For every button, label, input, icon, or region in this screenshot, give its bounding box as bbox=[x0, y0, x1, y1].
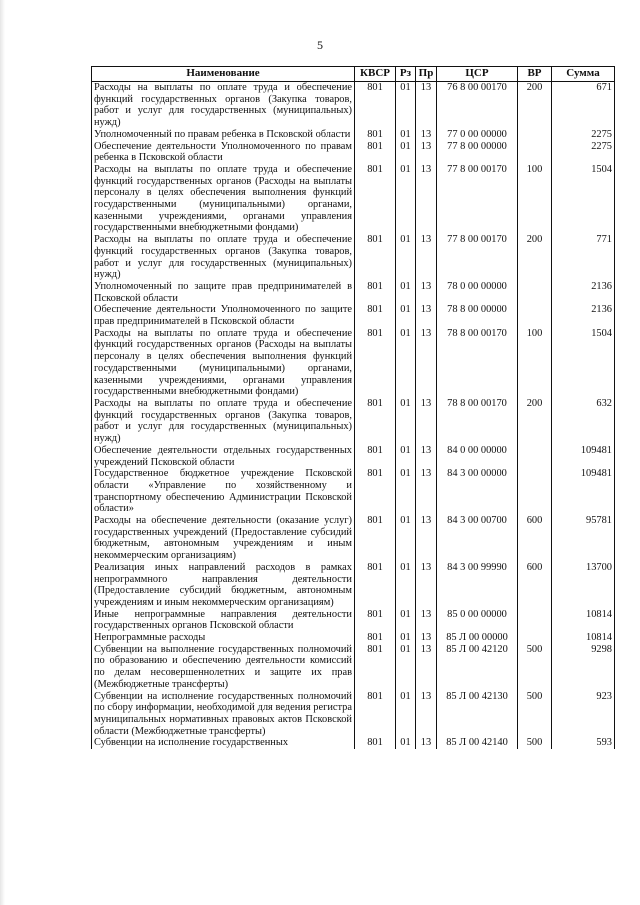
cell-vr bbox=[518, 141, 552, 164]
cell-kvsr: 801 bbox=[355, 141, 396, 164]
cell-vr: 200 bbox=[518, 234, 552, 281]
cell-rz: 01 bbox=[396, 141, 416, 164]
cell-pr: 13 bbox=[416, 398, 437, 445]
cell-vr: 100 bbox=[518, 328, 552, 398]
cell-name: Субвенции на исполнение государственных полномочий по сбору информации, необходимой для ведения регистра муниципальных нормативных правовых актов Псковской области (Межбюджетные трансферты) bbox=[92, 691, 355, 738]
cell-csr: 77 8 00 00000 bbox=[437, 141, 518, 164]
cell-name: Расходы на выплаты по оплате труда и обеспечение функций государственных органов (Расходы на выплаты персоналу в целях обеспечения выполнения функций государственными (муниципальными) органами, казенными учреждениями, органами управления государственными внебюджетными фондами) bbox=[92, 328, 355, 398]
table-row bbox=[92, 164, 615, 234]
cell-kvsr: 801 bbox=[355, 609, 396, 632]
cell-pr: 13 bbox=[416, 632, 437, 644]
cell-vr: 200 bbox=[518, 82, 552, 129]
header-rz: Рз bbox=[396, 67, 416, 82]
cell-vr: 500 bbox=[518, 691, 552, 738]
cell-name: Расходы на выплаты по оплате труда и обеспечение функций государственных органов (Закупка товаров, работ и услуг для государственных (муниципальных) нужд) bbox=[92, 82, 355, 129]
cell-vr: 600 bbox=[518, 562, 552, 609]
cell-rz: 01 bbox=[396, 281, 416, 304]
cell-rz: 01 bbox=[396, 737, 416, 749]
cell-rz: 01 bbox=[396, 445, 416, 468]
cell-rz: 01 bbox=[396, 515, 416, 562]
table-row bbox=[92, 234, 615, 281]
cell-csr: 85 Л 00 42140 bbox=[437, 737, 518, 749]
cell-name: Расходы на выплаты по оплате труда и обеспечение функций государственных органов (Расходы на выплаты персоналу в целях обеспечения выполнения функций государственными (муниципальными) органами, казенными учреждениями, органами управления государственными внебюджетными фондами) bbox=[92, 164, 355, 234]
cell-rz: 01 bbox=[396, 304, 416, 327]
table-body bbox=[92, 82, 615, 750]
cell-kvsr: 801 bbox=[355, 129, 396, 141]
cell-csr: 78 8 00 00170 bbox=[437, 328, 518, 398]
table-row bbox=[92, 691, 615, 738]
cell-name: Субвенции на исполнение государственных bbox=[92, 737, 355, 749]
cell-pr: 13 bbox=[416, 141, 437, 164]
cell-pr: 13 bbox=[416, 609, 437, 632]
cell-kvsr: 801 bbox=[355, 304, 396, 327]
cell-csr: 78 0 00 00000 bbox=[437, 281, 518, 304]
cell-name: Уполномоченный по защите прав предпринимателей в Псковской области bbox=[92, 281, 355, 304]
cell-sum: 13700 bbox=[552, 562, 615, 609]
cell-csr: 85 0 00 00000 bbox=[437, 609, 518, 632]
cell-sum: 1504 bbox=[552, 164, 615, 234]
cell-sum: 10814 bbox=[552, 609, 615, 632]
header-kvsr: КВСР bbox=[355, 67, 396, 82]
cell-sum: 632 bbox=[552, 398, 615, 445]
cell-csr: 85 Л 00 42120 bbox=[437, 644, 518, 691]
cell-rz: 01 bbox=[396, 632, 416, 644]
cell-csr: 76 8 00 00170 bbox=[437, 82, 518, 129]
cell-name: Реализация иных направлений расходов в рамках непрограммного направления деятельности (Предоставление субсидий бюджетным, автономным учреждениям и иным некоммерческим организациям) bbox=[92, 562, 355, 609]
cell-pr: 13 bbox=[416, 281, 437, 304]
cell-kvsr: 801 bbox=[355, 398, 396, 445]
cell-csr: 77 8 00 00170 bbox=[437, 234, 518, 281]
cell-sum: 2136 bbox=[552, 281, 615, 304]
cell-sum: 1504 bbox=[552, 328, 615, 398]
table-row bbox=[92, 562, 615, 609]
cell-vr bbox=[518, 129, 552, 141]
cell-sum: 109481 bbox=[552, 468, 615, 515]
cell-csr: 85 Л 00 00000 bbox=[437, 632, 518, 644]
cell-name: Расходы на выплаты по оплате труда и обеспечение функций государственных органов (Закупка товаров, работ и услуг для государственных (муниципальных) нужд) bbox=[92, 398, 355, 445]
cell-pr: 13 bbox=[416, 515, 437, 562]
cell-rz: 01 bbox=[396, 164, 416, 234]
cell-vr bbox=[518, 468, 552, 515]
cell-rz: 01 bbox=[396, 129, 416, 141]
cell-vr: 200 bbox=[518, 398, 552, 445]
cell-kvsr: 801 bbox=[355, 234, 396, 281]
cell-rz: 01 bbox=[396, 644, 416, 691]
table-row bbox=[92, 82, 615, 129]
cell-name: Уполномоченный по правам ребенка в Псковской области bbox=[92, 129, 355, 141]
cell-csr: 84 3 00 00700 bbox=[437, 515, 518, 562]
cell-csr: 85 Л 00 42130 bbox=[437, 691, 518, 738]
cell-sum: 2275 bbox=[552, 141, 615, 164]
cell-name: Обеспечение деятельности Уполномоченного по защите прав предпринимателей в Псковской области bbox=[92, 304, 355, 327]
header-csr: ЦСР bbox=[437, 67, 518, 82]
cell-kvsr: 801 bbox=[355, 82, 396, 129]
cell-rz: 01 bbox=[396, 691, 416, 738]
cell-sum: 593 bbox=[552, 737, 615, 749]
page-number: 5 bbox=[317, 38, 323, 52]
cell-csr: 77 8 00 00170 bbox=[437, 164, 518, 234]
cell-csr: 78 8 00 00000 bbox=[437, 304, 518, 327]
cell-pr: 13 bbox=[416, 304, 437, 327]
table-row bbox=[92, 609, 615, 632]
cell-kvsr: 801 bbox=[355, 445, 396, 468]
cell-rz: 01 bbox=[396, 234, 416, 281]
cell-sum: 2136 bbox=[552, 304, 615, 327]
cell-vr: 600 bbox=[518, 515, 552, 562]
cell-name: Обеспечение деятельности отдельных государственных учреждений Псковской области bbox=[92, 445, 355, 468]
cell-vr: 500 bbox=[518, 644, 552, 691]
cell-csr: 77 0 00 00000 bbox=[437, 129, 518, 141]
cell-sum: 771 bbox=[552, 234, 615, 281]
table-header-row bbox=[92, 67, 615, 82]
cell-rz: 01 bbox=[396, 82, 416, 129]
cell-sum: 109481 bbox=[552, 445, 615, 468]
cell-rz: 01 bbox=[396, 328, 416, 398]
cell-rz: 01 bbox=[396, 562, 416, 609]
cell-name: Иные непрограммные направления деятельности государственных органов Псковской области bbox=[92, 609, 355, 632]
cell-pr: 13 bbox=[416, 691, 437, 738]
scan-edge-shadow bbox=[0, 0, 5, 905]
cell-vr: 500 bbox=[518, 737, 552, 749]
cell-pr: 13 bbox=[416, 445, 437, 468]
header-sum: Сумма bbox=[552, 67, 615, 82]
cell-sum: 10814 bbox=[552, 632, 615, 644]
header-vr: ВР bbox=[518, 67, 552, 82]
cell-kvsr: 801 bbox=[355, 644, 396, 691]
table-row bbox=[92, 129, 615, 141]
cell-vr bbox=[518, 445, 552, 468]
cell-vr bbox=[518, 632, 552, 644]
table-row bbox=[92, 515, 615, 562]
cell-kvsr: 801 bbox=[355, 632, 396, 644]
cell-pr: 13 bbox=[416, 328, 437, 398]
cell-vr bbox=[518, 304, 552, 327]
cell-name: Обеспечение деятельности Уполномоченного по правам ребенка в Псковской области bbox=[92, 141, 355, 164]
cell-name: Непрограммные расходы bbox=[92, 632, 355, 644]
cell-kvsr: 801 bbox=[355, 281, 396, 304]
header-name: Наименование bbox=[92, 67, 355, 82]
table-row bbox=[92, 281, 615, 304]
cell-rz: 01 bbox=[396, 609, 416, 632]
cell-pr: 13 bbox=[416, 129, 437, 141]
budget-table bbox=[91, 66, 615, 749]
cell-pr: 13 bbox=[416, 468, 437, 515]
table-row bbox=[92, 644, 615, 691]
table-row bbox=[92, 632, 615, 644]
cell-vr: 100 bbox=[518, 164, 552, 234]
table-row bbox=[92, 737, 615, 749]
cell-kvsr: 801 bbox=[355, 515, 396, 562]
cell-rz: 01 bbox=[396, 398, 416, 445]
cell-name: Расходы на выплаты по оплате труда и обеспечение функций государственных органов (Закупка товаров, работ и услуг для государственных (муниципальных) нужд) bbox=[92, 234, 355, 281]
cell-sum: 2275 bbox=[552, 129, 615, 141]
table-row bbox=[92, 304, 615, 327]
cell-csr: 84 3 00 00000 bbox=[437, 468, 518, 515]
cell-csr: 78 8 00 00170 bbox=[437, 398, 518, 445]
cell-sum: 9298 bbox=[552, 644, 615, 691]
table-row bbox=[92, 141, 615, 164]
cell-pr: 13 bbox=[416, 82, 437, 129]
cell-kvsr: 801 bbox=[355, 737, 396, 749]
cell-vr bbox=[518, 281, 552, 304]
cell-kvsr: 801 bbox=[355, 468, 396, 515]
table-row bbox=[92, 398, 615, 445]
cell-pr: 13 bbox=[416, 737, 437, 749]
cell-kvsr: 801 bbox=[355, 164, 396, 234]
table-row bbox=[92, 328, 615, 398]
cell-sum: 671 bbox=[552, 82, 615, 129]
header-pr: Пр bbox=[416, 67, 437, 82]
cell-sum: 923 bbox=[552, 691, 615, 738]
cell-sum: 95781 bbox=[552, 515, 615, 562]
cell-name: Государственное бюджетное учреждение Псковской области «Управление по хозяйственному и транспортному обеспечению Администрации Псковской области» bbox=[92, 468, 355, 515]
table-row bbox=[92, 445, 615, 468]
cell-kvsr: 801 bbox=[355, 691, 396, 738]
cell-pr: 13 bbox=[416, 164, 437, 234]
cell-csr: 84 0 00 00000 bbox=[437, 445, 518, 468]
cell-vr bbox=[518, 609, 552, 632]
cell-pr: 13 bbox=[416, 644, 437, 691]
cell-pr: 13 bbox=[416, 562, 437, 609]
table-row bbox=[92, 468, 615, 515]
cell-kvsr: 801 bbox=[355, 328, 396, 398]
cell-pr: 13 bbox=[416, 234, 437, 281]
cell-name: Субвенции на выполнение государственных полномочий по образованию и обеспечению деятельности комиссий по делам несовершеннолетних и защите их прав (Межбюджетные трансферты) bbox=[92, 644, 355, 691]
cell-csr: 84 3 00 99990 bbox=[437, 562, 518, 609]
cell-kvsr: 801 bbox=[355, 562, 396, 609]
cell-name: Расходы на обеспечение деятельности (оказание услуг) государственных учреждений (Предоставление субсидий бюджетным, автономным учреждениям и иным некоммерческим организациям) bbox=[92, 515, 355, 562]
cell-rz: 01 bbox=[396, 468, 416, 515]
